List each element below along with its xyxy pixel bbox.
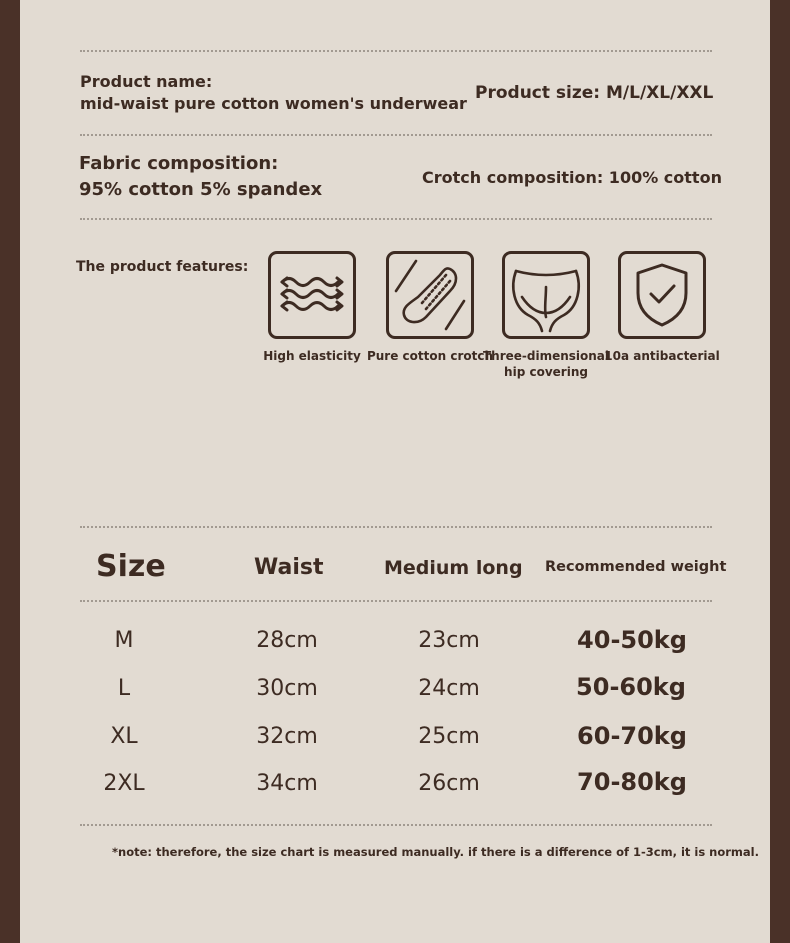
weight-cell: 40-50kg [577,626,687,654]
size-cell: 2XL [103,771,145,796]
waist-cell: 30cm [256,676,318,701]
header-medium-long: Medium long [384,557,523,579]
waist-cell: 28cm [256,628,318,653]
divider [80,526,712,528]
feature-antibacterial [592,251,732,364]
features-title: The product features: [76,259,249,275]
weight-cell: 50-60kg [576,673,686,701]
size-cell: M [114,628,134,653]
length-cell: 23cm [418,628,480,653]
size-cell: L [117,676,131,701]
product-name-label: Product name: [80,72,213,91]
header-size: Size [96,549,166,584]
feature-label: Pure cotton crotch [366,349,494,363]
feature-label: High elasticity [263,349,361,363]
length-cell: 24cm [418,676,480,701]
size-cell: XL [110,724,138,749]
crotch-composition: Crotch composition: 100% cotton [422,168,722,187]
cotton-pad-icon [386,251,474,339]
shield-check-icon [618,251,706,339]
fabric-composition-label: Fabric composition: [79,153,279,174]
hip-covering-icon [502,251,590,339]
divider [80,134,712,136]
length-cell: 26cm [418,771,480,796]
product-size: Product size: M/L/XL/XXL [475,83,714,103]
divider [80,218,712,220]
waist-cell: 32cm [256,724,318,749]
feature-label: Three-dimensional hip covering [482,349,610,379]
wave-arrows-icon [268,251,356,339]
waist-cell: 34cm [256,771,318,796]
divider [80,50,712,52]
weight-cell: 70-80kg [577,768,687,796]
size-info-panel [20,0,770,943]
header-waist: Waist [254,555,324,580]
measurement-note: *note: therefore, the size chart is measured manually. if there is a difference of 1-3cm, it is normal. [112,845,759,859]
weight-cell: 60-70kg [577,722,687,750]
product-name-value: mid-waist pure cotton women's underwear [80,94,467,113]
divider [80,824,712,826]
divider [80,600,712,602]
fabric-composition-value: 95% cotton 5% spandex [79,179,323,200]
feature-label: 10a antibacterial [604,349,720,363]
header-recommended-weight: Recommended weight [545,559,727,575]
length-cell: 25cm [418,724,480,749]
